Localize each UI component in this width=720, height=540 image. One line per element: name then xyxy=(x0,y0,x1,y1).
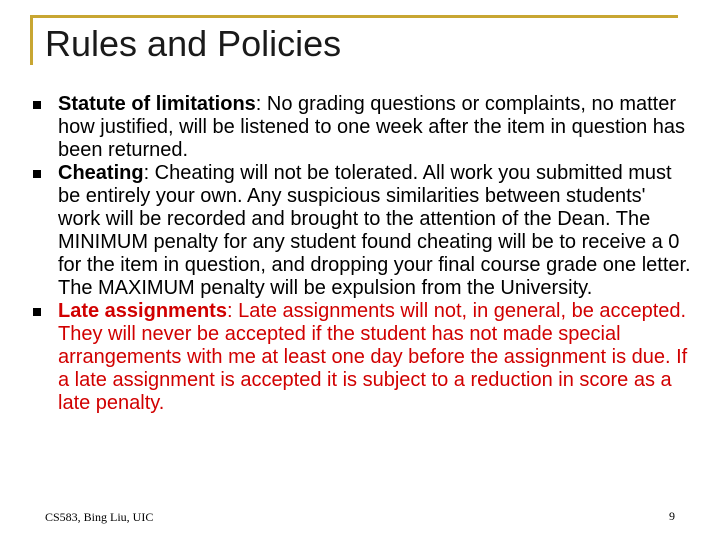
title-frame-top-line xyxy=(30,15,678,18)
bullet-term: Statute of limitations xyxy=(58,93,256,115)
bullet-square-icon xyxy=(33,101,41,109)
bullet-text: : Late assignments will not, in general, be accepted. They will never be accepted if the student has not made special arrangements with me at least one day before the assignment is due. If a late assignment is accepted it is subject to a reduction in score as a late penalty. xyxy=(58,300,688,414)
bullet-text: : No grading questions or complaints, no matter how justified, will be listened to one week after the item in question has been returned. xyxy=(58,93,686,161)
bullet-text: : Cheating will not be tolerated. All work you submitted must be entirely your own. Any suspicious similarities between students' work will be recorded and brought to the attention of the Dean. The MINIMUM penalty for any student found cheating will be to receive a 0 for the item in question, and dropping your final course grade one letter. The MAXIMUM penalty will be expulsion from the University. xyxy=(58,162,691,299)
bullet-term: Cheating xyxy=(58,162,144,184)
title-frame-left-line xyxy=(30,15,33,65)
bullet-term: Late assignments xyxy=(58,300,227,322)
bullet-statute xyxy=(28,93,693,162)
bullet-list xyxy=(28,93,693,415)
bullet-square-icon xyxy=(33,308,41,316)
page-number: 9 xyxy=(669,509,675,523)
slide-footer: CS583, Bing Liu, UIC xyxy=(45,510,154,524)
bullet-square-icon xyxy=(33,170,41,178)
slide-title: Rules and Policies xyxy=(45,23,342,64)
bullet-late-assignments xyxy=(28,300,693,415)
bullet-cheating xyxy=(28,162,693,300)
